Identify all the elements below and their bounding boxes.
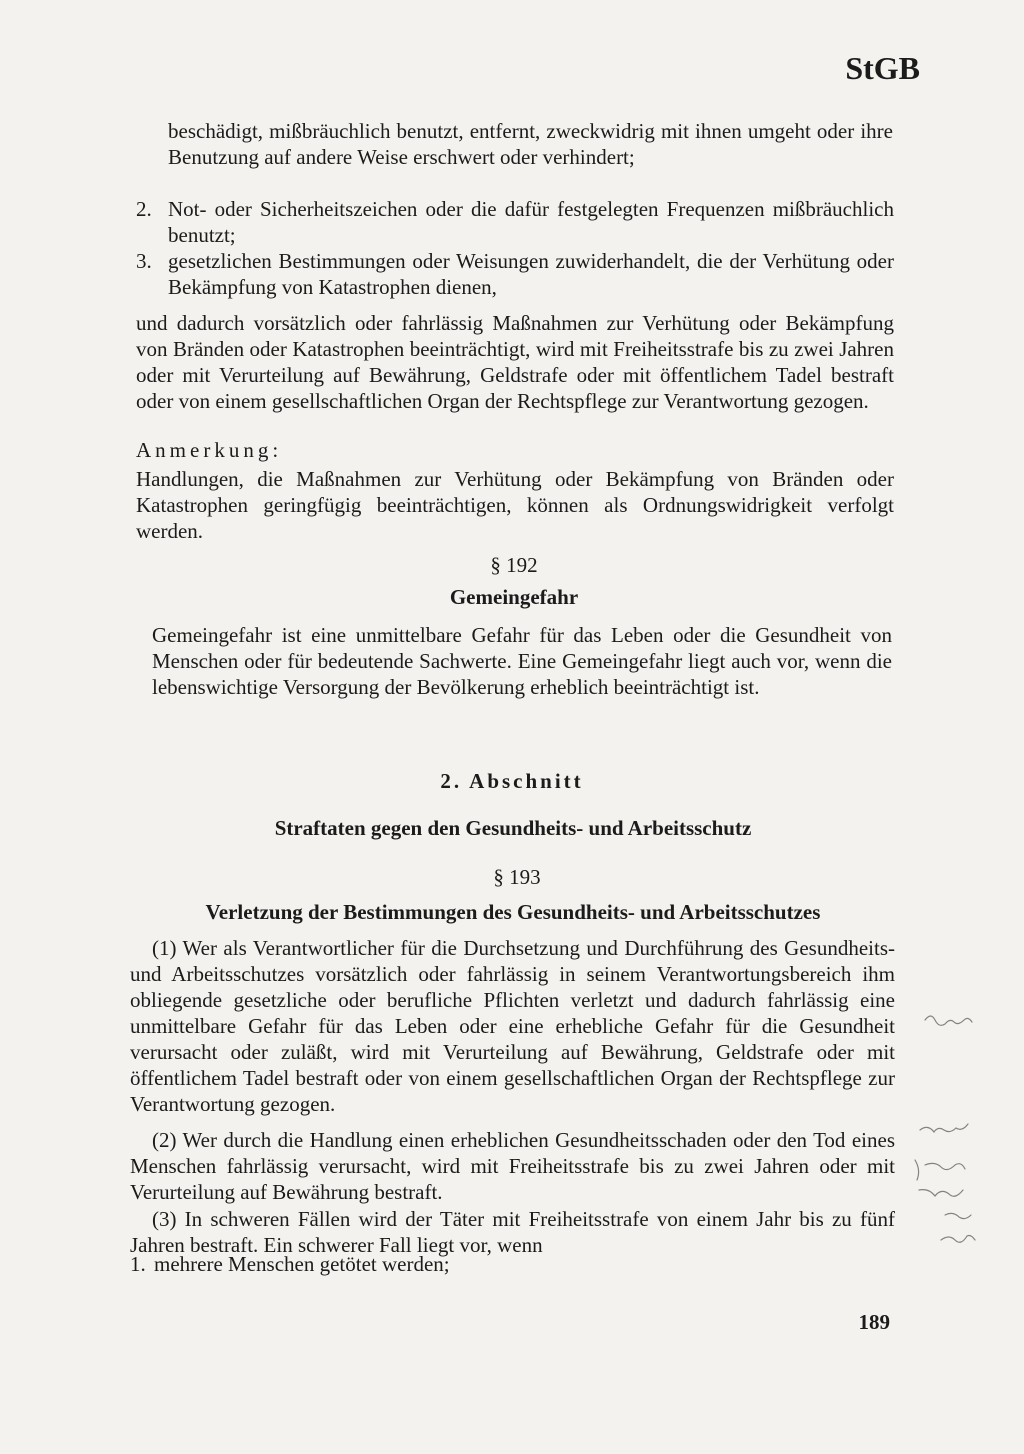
chapter-title: Straftaten gegen den Gesundheits- und Arbeitsschutz [274,816,752,840]
item-number: 3. [136,249,152,273]
handwritten-marginalia [905,990,1015,1260]
section-number: § 193 [493,865,541,889]
chapter-label: 2. Abschnitt [440,769,584,793]
section-paragraph: (2) Wer durch die Handlung einen erheblichen Gesundheitsschaden oder den Tod eines Menschen fahrlässig verursacht, wird mit Freiheitsstrafe bis zu zwei Jahren oder mit Verurteilung auf Bewährung bestraft. [130,1128,895,1204]
section-title: Verletzung der Bestimmungen des Gesundheits- und Arbeitsschutzes [205,900,821,924]
anmerkung-label: Anmerkung: [136,438,283,462]
section-title: Gemeingefahr [449,585,579,609]
continuation-text: beschädigt, mißbräuchlich benutzt, entfernt, zweckwidrig mit ihnen umgeht oder ihre Benutzung auf andere Weise erschwert oder verhindert; [168,119,893,169]
item-text: gesetzlichen Bestimmungen oder Weisungen zuwiderhandelt, die der Verhütung oder Bekämpfung von Katastrophen dienen, [168,249,894,299]
item-number: 2. [136,197,152,221]
header-code: StGB [845,50,920,86]
page-number: 189 [858,1310,890,1334]
section-paragraph: (3) In schweren Fällen wird der Täter mit Freiheitsstrafe von einem Jahr bis zu fünf Jahren bestraft. Ein schwerer Fall liegt vor, wenn [130,1207,895,1257]
item-text: Not- oder Sicherheitszeichen oder die dafür festgelegten Frequenzen mißbräuchlich benutzt; [168,197,894,247]
section-number: § 192 [490,553,538,577]
section-paragraph: (1) Wer als Verantwortlicher für die Durchsetzung und Durchführung des Gesundheits- und Arbeitsschutzes vorsätzlich oder fahrlässig in seinem Verantwortungsbereich ihm obliegende gesetzliche oder berufliche Pflichten verletzt und dadurch fahrlässig eine unmittelbare Gefahr für das Leben oder eine erhebliche Gefahr für die Gesundheit verursacht oder zuläßt, wird mit Verurteilung auf Bewährung, Geldstrafe oder mit öffentlichem Tadel bestraft oder von einem gesellschaftlichen Organ der Rechtspflege zur Verantwortung gezogen. [130,936,895,1116]
anmerkung-text: Handlungen, die Maßnahmen zur Verhütung oder Bekämpfung von Bränden oder Katastrophen geringfügig beeinträchtigen, können als Ordnungswidrigkeit verfolgt werden. [136,467,894,543]
section-text: Gemeingefahr ist eine unmittelbare Gefahr für das Leben oder die Gesundheit von Menschen oder für bedeutende Sachwerte. Eine Gemeingefahr liegt auch vor, wenn die lebenswichtige Versorgung der Bevölkerung erheblich beeinträchtigt ist. [152,623,892,699]
item-number: 1. [130,1252,146,1276]
paragraph: und dadurch vorsätzlich oder fahrlässig Maßnahmen zur Verhütung oder Bekämpfung von Bränden oder Katastrophen beeinträchtigt, wird mit Freiheitsstrafe bis zu zwei Jahren oder mit Verurteilung auf Bewährung, Geldstrafe oder mit öffentlichem Tadel bestraft oder von einem gesellschaftlichen Organ der Rechtspflege zur Verantwortung gezogen. [136,311,894,413]
item-text: mehrere Menschen getötet werden; [154,1252,450,1276]
